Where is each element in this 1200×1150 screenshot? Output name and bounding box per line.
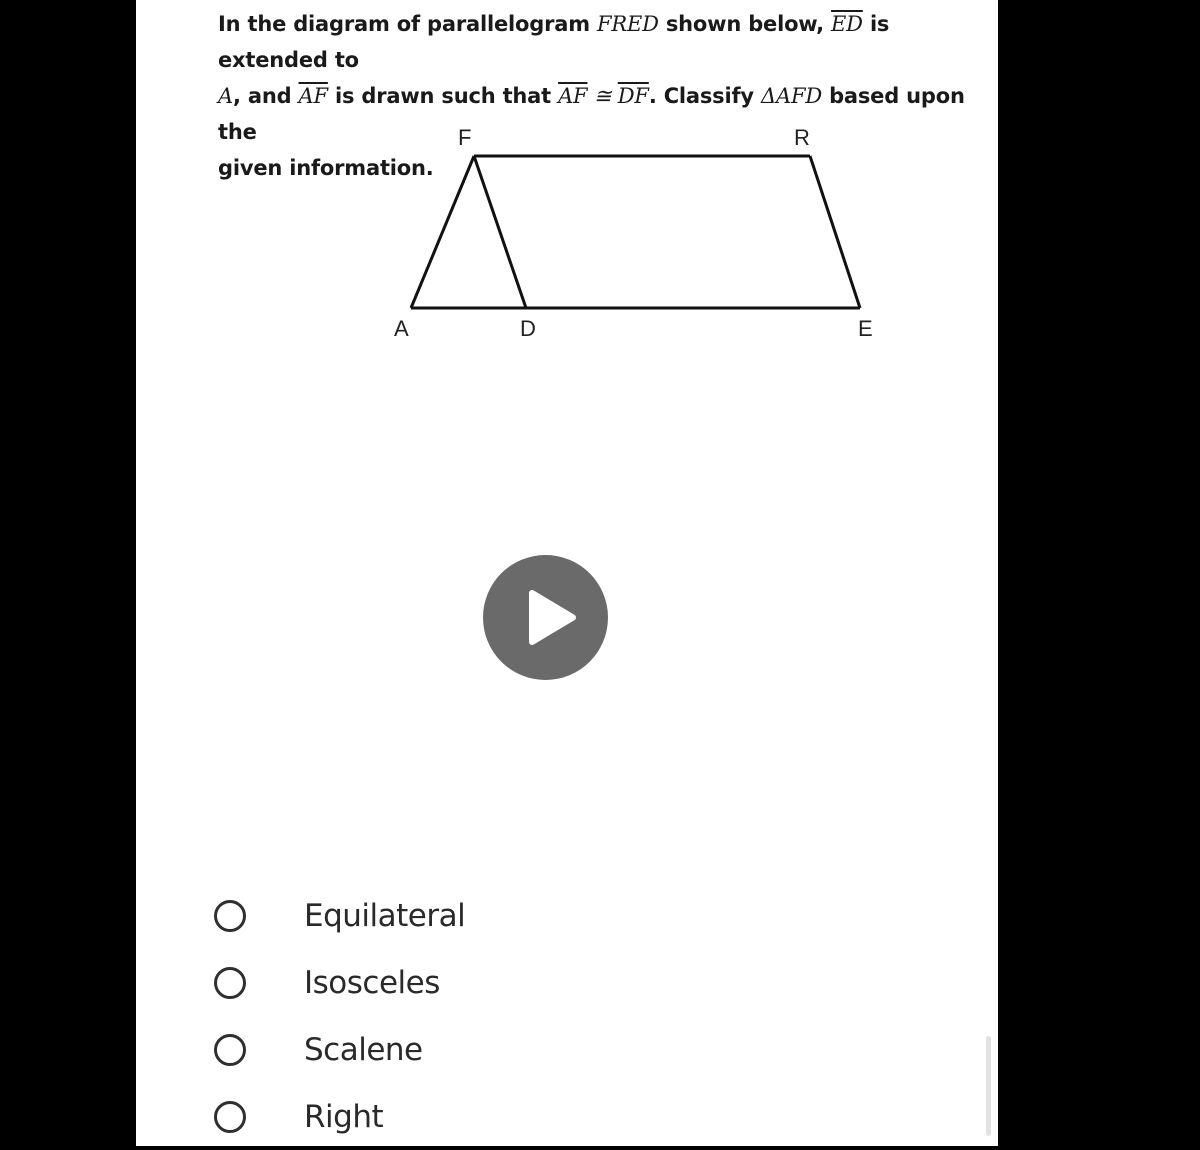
radio-button[interactable]: [214, 1034, 246, 1066]
option-label: Equilateral: [304, 897, 466, 934]
vertex-label-e: E: [858, 316, 873, 341]
segment-fd: [474, 156, 526, 308]
vertex-label-f: F: [458, 125, 472, 150]
radio-button[interactable]: [214, 900, 246, 932]
option-equilateral[interactable]: [212, 882, 812, 949]
video-play-button[interactable]: [483, 555, 608, 680]
question-page: [136, 0, 998, 1146]
option-scalene[interactable]: [212, 1016, 812, 1083]
option-isosceles[interactable]: [212, 949, 812, 1016]
play-icon: [483, 555, 608, 680]
radio-button[interactable]: [214, 1101, 246, 1133]
option-label: Isosceles: [304, 964, 440, 1001]
radio-button[interactable]: [214, 967, 246, 999]
segment-re: [810, 156, 860, 308]
question-text: In the diagram of parallelogram FRED shown below, $\overline{ED}$ is extended to A, and $\overline{AF}$ is drawn such that $\overline{AF}$ ≅ $\overline{DF}$. Classify ΔAFD based upon the given information.: [218, 12, 965, 180]
option-label: Scalene: [304, 1031, 423, 1068]
vertex-label-r: R: [794, 125, 810, 150]
right-margin: [998, 0, 1200, 1146]
option-right[interactable]: [212, 1083, 812, 1150]
answer-options: [212, 882, 812, 1150]
segment-af: [411, 156, 474, 308]
option-label: Right: [304, 1098, 384, 1135]
vertex-label-a: A: [394, 316, 409, 341]
scrollbar[interactable]: [986, 1036, 991, 1136]
vertex-label-d: D: [520, 316, 536, 341]
parallelogram-diagram: [336, 112, 896, 352]
left-margin: [0, 0, 136, 1146]
